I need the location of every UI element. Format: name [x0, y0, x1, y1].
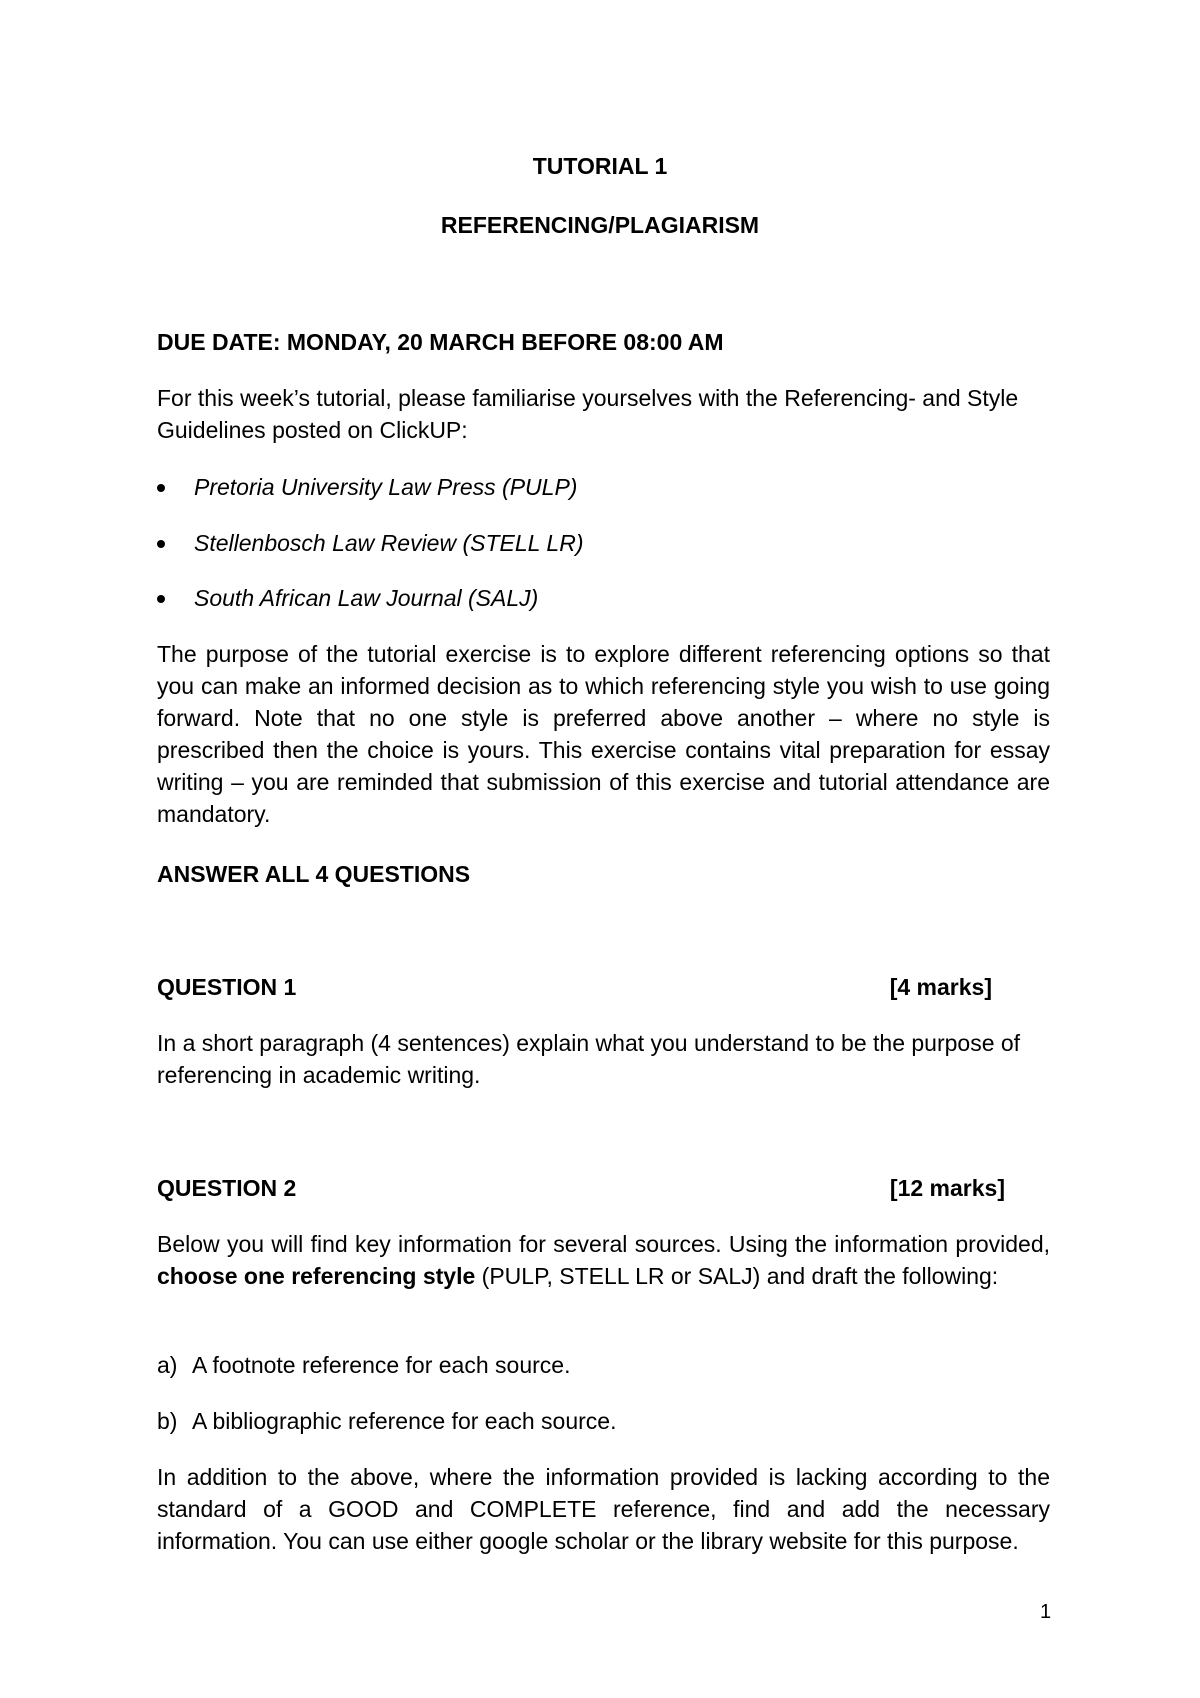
- question-2-marks: [12 marks]: [889, 1175, 1005, 1201]
- page-number: 1: [1040, 1601, 1052, 1623]
- question-2-title: QUESTION 2: [157, 1175, 297, 1201]
- question-2-text-start: Below you will find key information for several sources. Using the information provided,: [157, 1231, 1050, 1257]
- intro-paragraph: For this week’s tutorial, please familiarise yourselves with the Referencing- and Style Guidelines posted on ClickUP:: [157, 385, 1019, 443]
- question-2-text-end: (PULP, STELL LR or SALJ) and draft the following:: [475, 1263, 999, 1289]
- question-2-additional: In addition to the above, where the information provided is lacking according to the standard of a GOOD and COMPLETE reference, find and add the necessary information. You can use either google scholar or the library website for this purpose.: [157, 1464, 1050, 1554]
- guideline-text: South African Law Journal (SALJ): [194, 585, 539, 611]
- guideline-text: Pretoria University Law Press (PULP): [194, 474, 578, 500]
- bullet-icon: [157, 540, 165, 548]
- list-marker: b): [157, 1408, 178, 1434]
- question-2-text-emphasis: choose one referencing style: [157, 1263, 476, 1289]
- list-item-text: A footnote reference for each source.: [192, 1352, 571, 1378]
- question-1-title: QUESTION 1: [157, 974, 297, 1000]
- due-date: DUE DATE: MONDAY, 20 MARCH BEFORE 08:00 AM: [157, 329, 724, 355]
- list-item-text: A bibliographic reference for each source.: [192, 1408, 617, 1434]
- question-1-marks: [4 marks]: [889, 974, 992, 1000]
- purpose-paragraph: The purpose of the tutorial exercise is to explore different referencing options so that you can make an informed decision as to which referencing style you wish to use going forward. Note that no one style is preferred above another – where no style is prescribed then the choice is yours. This exercise contains vital preparation for essay writing – you are reminded that submission of this exercise and tutorial attendance are mandatory.: [157, 641, 1050, 827]
- list-marker: a): [157, 1352, 178, 1378]
- bullet-icon: [157, 484, 165, 492]
- subject-title: REFERENCING/PLAGIARISM: [440, 212, 760, 238]
- question-2-text: [157, 1228, 1050, 1292]
- guideline-text: Stellenbosch Law Review (STELL LR): [194, 530, 584, 556]
- question-1-text: In a short paragraph (4 sentences) explain what you understand to be the purpose of referencing in academic writing.: [157, 1030, 1021, 1088]
- bullet-icon: [157, 595, 165, 603]
- instruction-heading: ANSWER ALL 4 QUESTIONS: [157, 861, 471, 887]
- tutorial-title: TUTORIAL 1: [532, 153, 668, 179]
